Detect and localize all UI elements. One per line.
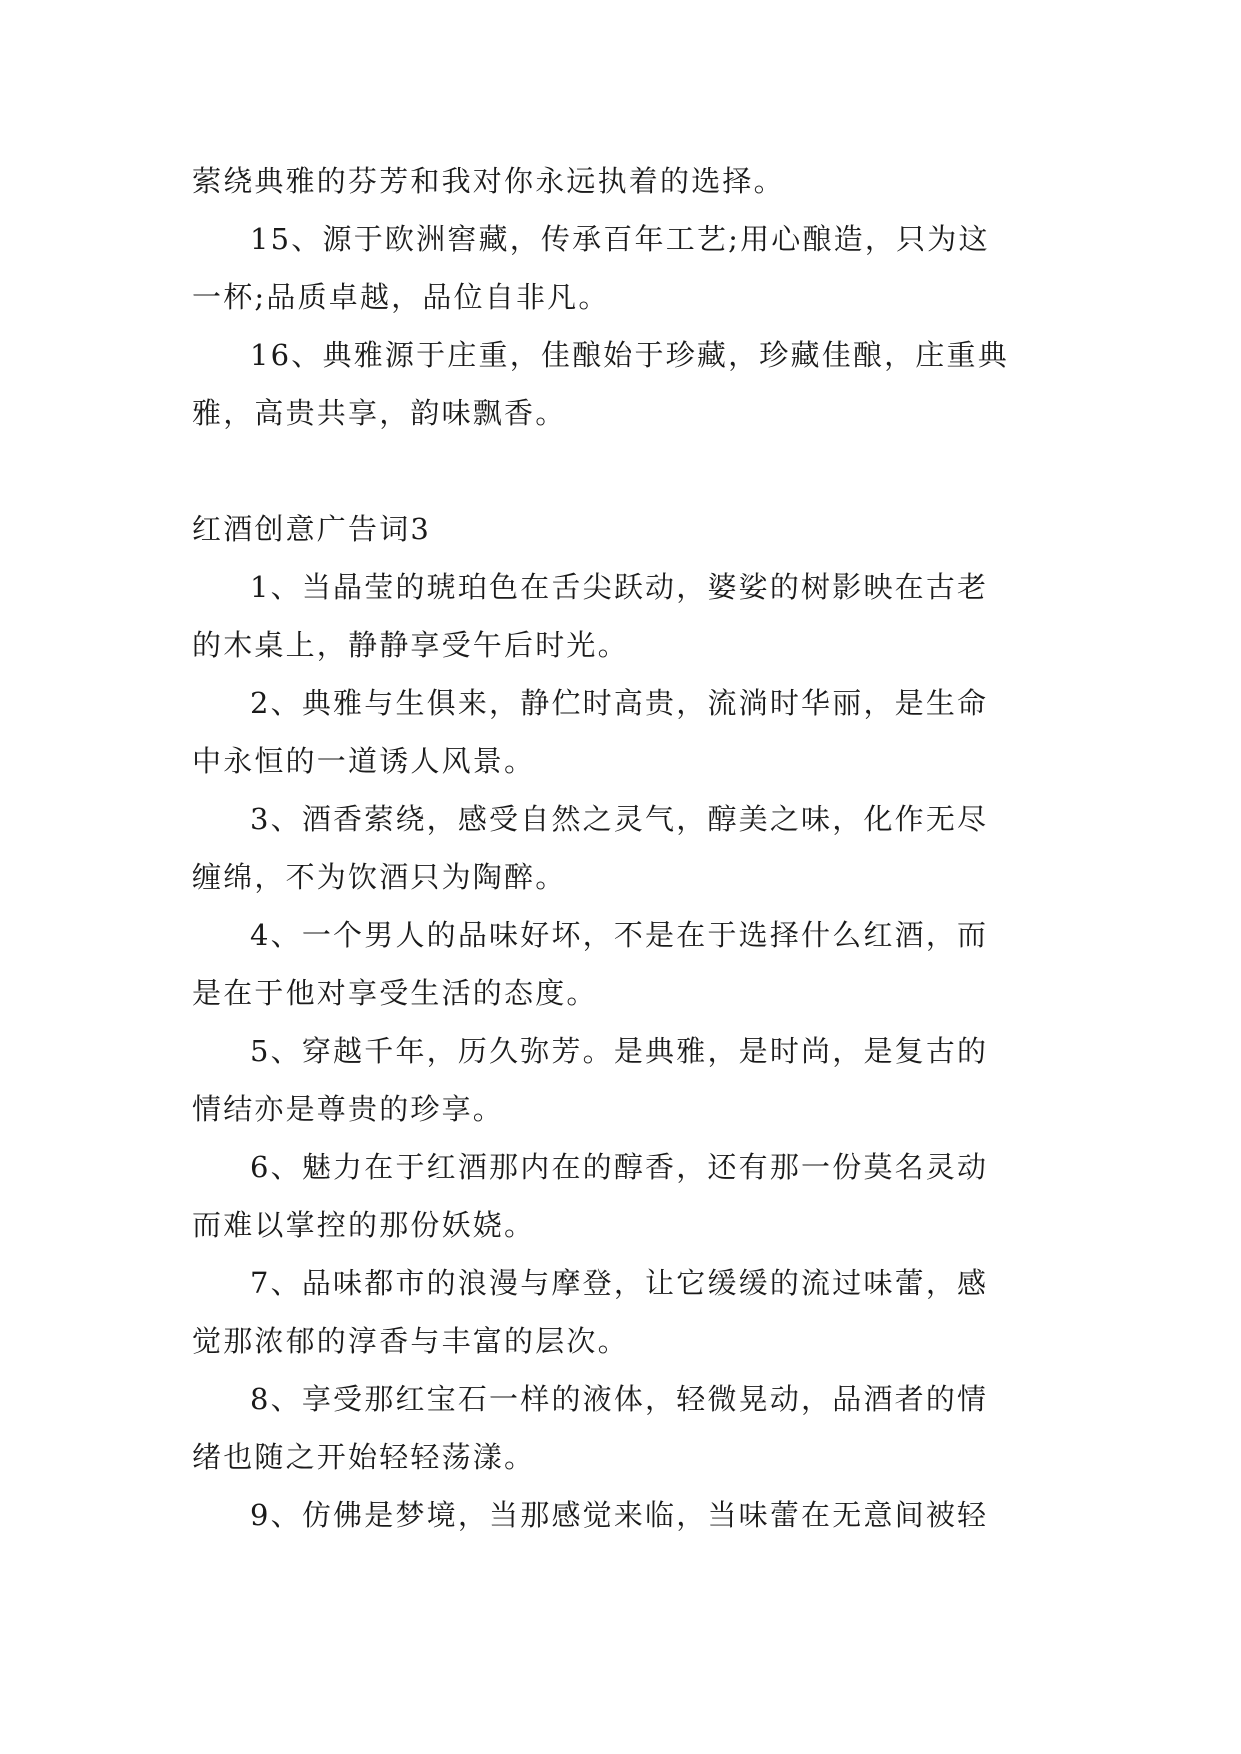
text-line: 4、一个男人的品味好坏，不是在于选择什么红酒，而 <box>250 918 989 952</box>
text-line: 8、享受那红宝石一样的液体，轻微晃动，品酒者的情 <box>250 1382 989 1416</box>
section-spacer <box>192 442 1052 500</box>
text-line: 绪也随之开始轻轻荡漾。 <box>192 1440 536 1474</box>
section-heading: 红酒创意广告词3 <box>192 512 432 546</box>
text-line: 缠绵，不为饮酒只为陶醉。 <box>192 860 567 894</box>
text-line: 一杯;品质卓越，品位自非凡。 <box>192 280 610 314</box>
text-line: 萦绕典雅的芬芳和我对你永远执着的选择。 <box>192 164 785 198</box>
text-line: 16、典雅源于庄重，佳酿始于珍藏，珍藏佳酿，庄重典 <box>250 338 1009 372</box>
text-line: 9、仿佛是梦境，当那感觉来临，当味蕾在无意间被轻 <box>250 1498 989 1532</box>
document-page <box>192 152 1052 1544</box>
text-line: 是在于他对享受生活的态度。 <box>192 976 598 1010</box>
text-line: 5、穿越千年，历久弥芳。是典雅，是时尚，是复古的 <box>250 1034 989 1068</box>
text-line: 中永恒的一道诱人风景。 <box>192 744 536 778</box>
text-line: 情结亦是尊贵的珍享。 <box>192 1092 505 1126</box>
text-line: 的木桌上，静静享受午后时光。 <box>192 628 629 662</box>
text-line: 1、当晶莹的琥珀色在舌尖跃动，婆娑的树影映在古老 <box>250 570 989 604</box>
text-line: 觉那浓郁的淳香与丰富的层次。 <box>192 1324 629 1358</box>
text-line: 雅，高贵共享，韵味飘香。 <box>192 396 567 430</box>
text-line: 3、酒香萦绕，感受自然之灵气，醇美之味，化作无尽 <box>250 802 989 836</box>
text-line: 2、典雅与生俱来，静伫时高贵，流淌时华丽，是生命 <box>250 686 989 720</box>
text-line: 7、品味都市的浪漫与摩登，让它缓缓的流过味蕾，感 <box>250 1266 989 1300</box>
text-line: 15、源于欧洲窖藏，传承百年工艺;用心酿造，只为这 <box>250 222 990 256</box>
text-line: 而难以掌控的那份妖娆。 <box>192 1208 536 1242</box>
text-line: 6、魅力在于红酒那内在的醇香，还有那一份莫名灵动 <box>250 1150 989 1184</box>
